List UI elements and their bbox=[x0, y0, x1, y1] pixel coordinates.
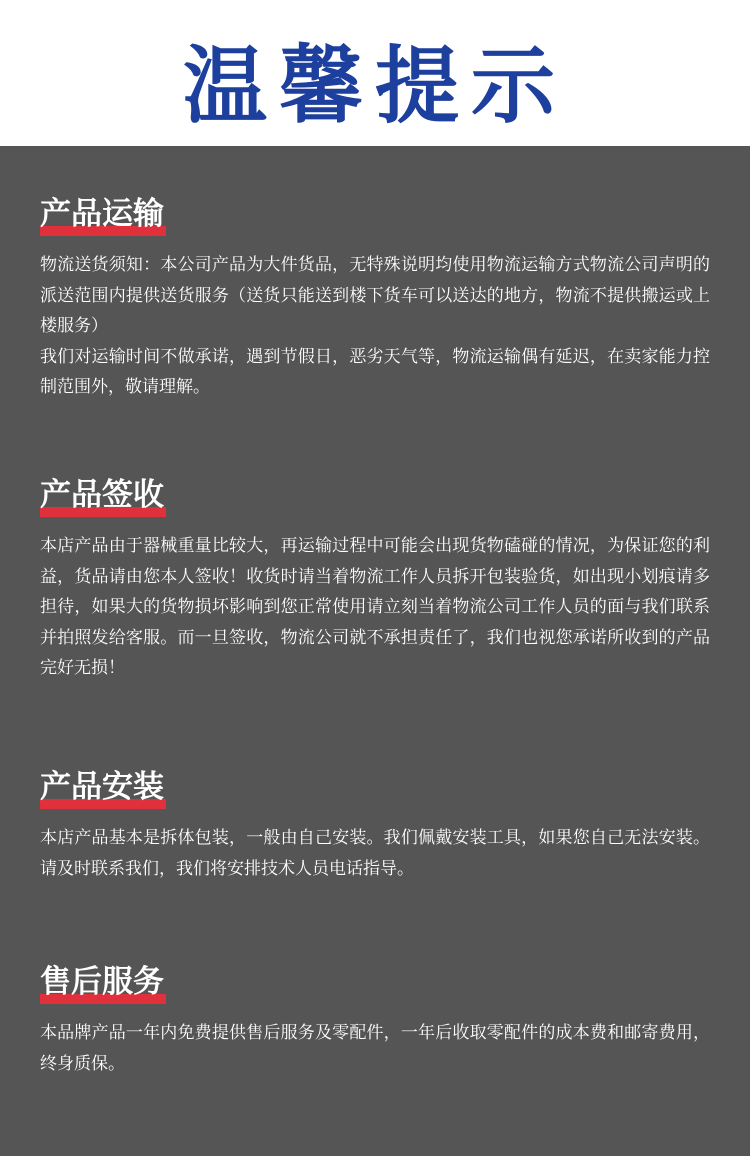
section-body-after-sales bbox=[40, 1018, 710, 1079]
paragraph: 本品牌产品一年内免费提供售后服务及零配件，一年后收取零配件的成本费和邮寄费用，终身质保。 bbox=[40, 1023, 710, 1074]
section-installation bbox=[40, 769, 710, 884]
header-banner bbox=[0, 0, 750, 146]
section-receipt bbox=[40, 477, 710, 684]
section-heading bbox=[40, 196, 166, 236]
page-title: 温馨提示 bbox=[182, 37, 567, 135]
paragraph: 本店产品由于器械重量比较大，再运输过程中可能会出现货物磕碰的情况，为保证您的利益，货品请由您本人签收！收货时请当着物流工作人员拆开包装验货，如出现小划痕请多担待，如果大的货物损坏影响到您正常使用请立刻当着物流公司工作人员的面与我们联系并拍照发给客服。而一旦签收，物流公司就不承担责任了，我们也视您承诺所收到的产品完好无损！ bbox=[40, 536, 710, 678]
section-heading bbox=[40, 964, 166, 1004]
section-title-shipping: 产品运输 bbox=[40, 196, 164, 232]
section-body-shipping bbox=[40, 250, 710, 403]
section-after-sales bbox=[40, 964, 710, 1079]
paragraph: 物流送货须知：本公司产品为大件货品，无特殊说明均使用物流运输方式物流公司声明的派送范围内提供送货服务（送货只能送到楼下货车可以送达的地方，物流不提供搬运或上楼服务） bbox=[40, 255, 710, 336]
section-shipping bbox=[40, 196, 710, 403]
section-title-installation: 产品安装 bbox=[40, 769, 164, 805]
section-title-receipt: 产品签收 bbox=[40, 477, 164, 513]
section-heading bbox=[40, 477, 166, 517]
section-heading bbox=[40, 769, 166, 809]
section-body-installation bbox=[40, 823, 710, 884]
paragraph: 本店产品基本是拆体包装，一般由自己安装。我们佩戴安装工具，如果您自己无法安装。请及时联系我们，我们将安排技术人员电话指导。 bbox=[40, 828, 710, 879]
section-title-after-sales: 售后服务 bbox=[40, 964, 164, 1000]
section-body-receipt bbox=[40, 531, 710, 684]
paragraph: 我们对运输时间不做承诺，遇到节假日，恶劣天气等，物流运输偶有延迟，在卖家能力控制范围外，敬请理解。 bbox=[40, 346, 710, 397]
